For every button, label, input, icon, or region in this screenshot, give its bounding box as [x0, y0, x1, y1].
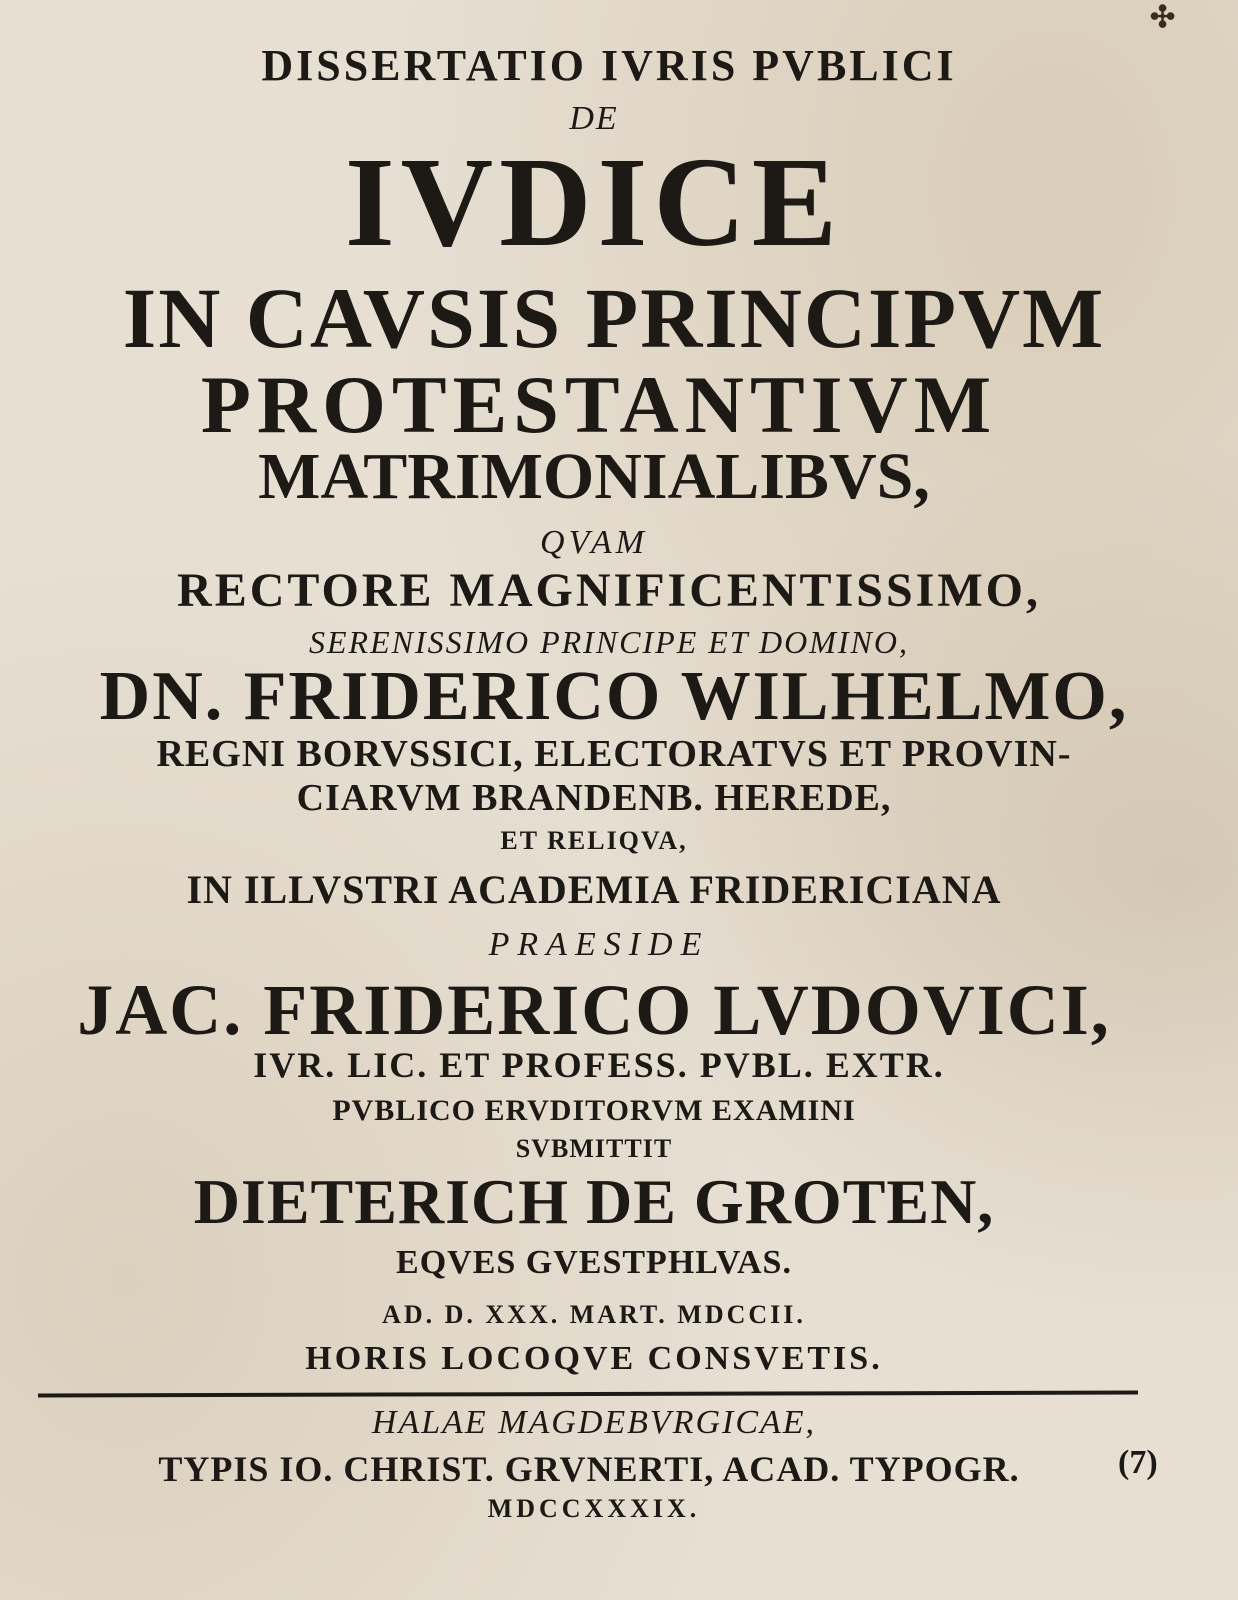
page-mark: (7) — [1118, 1444, 1158, 1481]
president-title: IVR. LIC. ET PROFESS. PVBL. EXTR. — [253, 1045, 945, 1085]
subtitle-line-3: MATRIMONIALIBVS, — [258, 440, 930, 513]
examination-line: PVBLICO ERVDITORVM EXAMINI — [332, 1094, 856, 1127]
date-line: AD. D. XXX. MART. MDCCII. — [382, 1300, 806, 1329]
academy-line: IN ILLVSTRI ACADEMIA FRIDERICIANA — [186, 867, 1002, 912]
rector-line: RECTORE MAGNIFICENTISSIMO, — [177, 564, 1041, 617]
corner-mark: ✣ — [1150, 1, 1176, 34]
rector-title-2: CIARVM BRANDENB. HEREDE, — [296, 777, 892, 819]
respondent-name: DIETERICH DE GROTEN, — [193, 1166, 995, 1237]
dissertation-heading: DISSERTATIO IVRIS PVBLICI — [261, 41, 957, 90]
imprint-year: MDCCXXXIX. — [487, 1494, 701, 1523]
imprint-place: HALAE MAGDEBVRGICAE, — [371, 1404, 817, 1441]
et-reliqua: ET RELIQVA, — [500, 826, 688, 855]
subtitle-line-1: IN CAVSIS PRINCIPVM — [122, 270, 1106, 366]
quam-line: QVAM — [540, 524, 648, 561]
imprint-printer: TYPIS IO. CHRIST. GRVNERTI, ACAD. TYPOGR. — [158, 1449, 1020, 1489]
respondent-title: EQVES GVESTPHLVAS. — [396, 1244, 792, 1281]
prince-line: SERENISSIMO PRINCIPE ET DOMINO, — [309, 624, 909, 660]
president-name: JAC. FRIDERICO LVDOVICI, — [77, 970, 1111, 1050]
praeside-line: PRAESIDE — [488, 926, 710, 963]
divider-rule — [38, 1391, 1138, 1398]
subtitle-line-2: PROTESTANTIVM — [200, 359, 998, 450]
main-title: IVDICE — [344, 131, 844, 273]
time-place-line: HORIS LOCOQVE CONSVETIS. — [305, 1340, 883, 1377]
de-line: DE — [569, 100, 619, 137]
rector-title-1: REGNI BORVSSICI, ELECTORATVS ET PROVIN- — [156, 733, 1072, 775]
rector-name: DN. FRIDERICO WILHELMO, — [99, 658, 1129, 735]
submittit-line: SVBMITTIT — [515, 1134, 673, 1163]
